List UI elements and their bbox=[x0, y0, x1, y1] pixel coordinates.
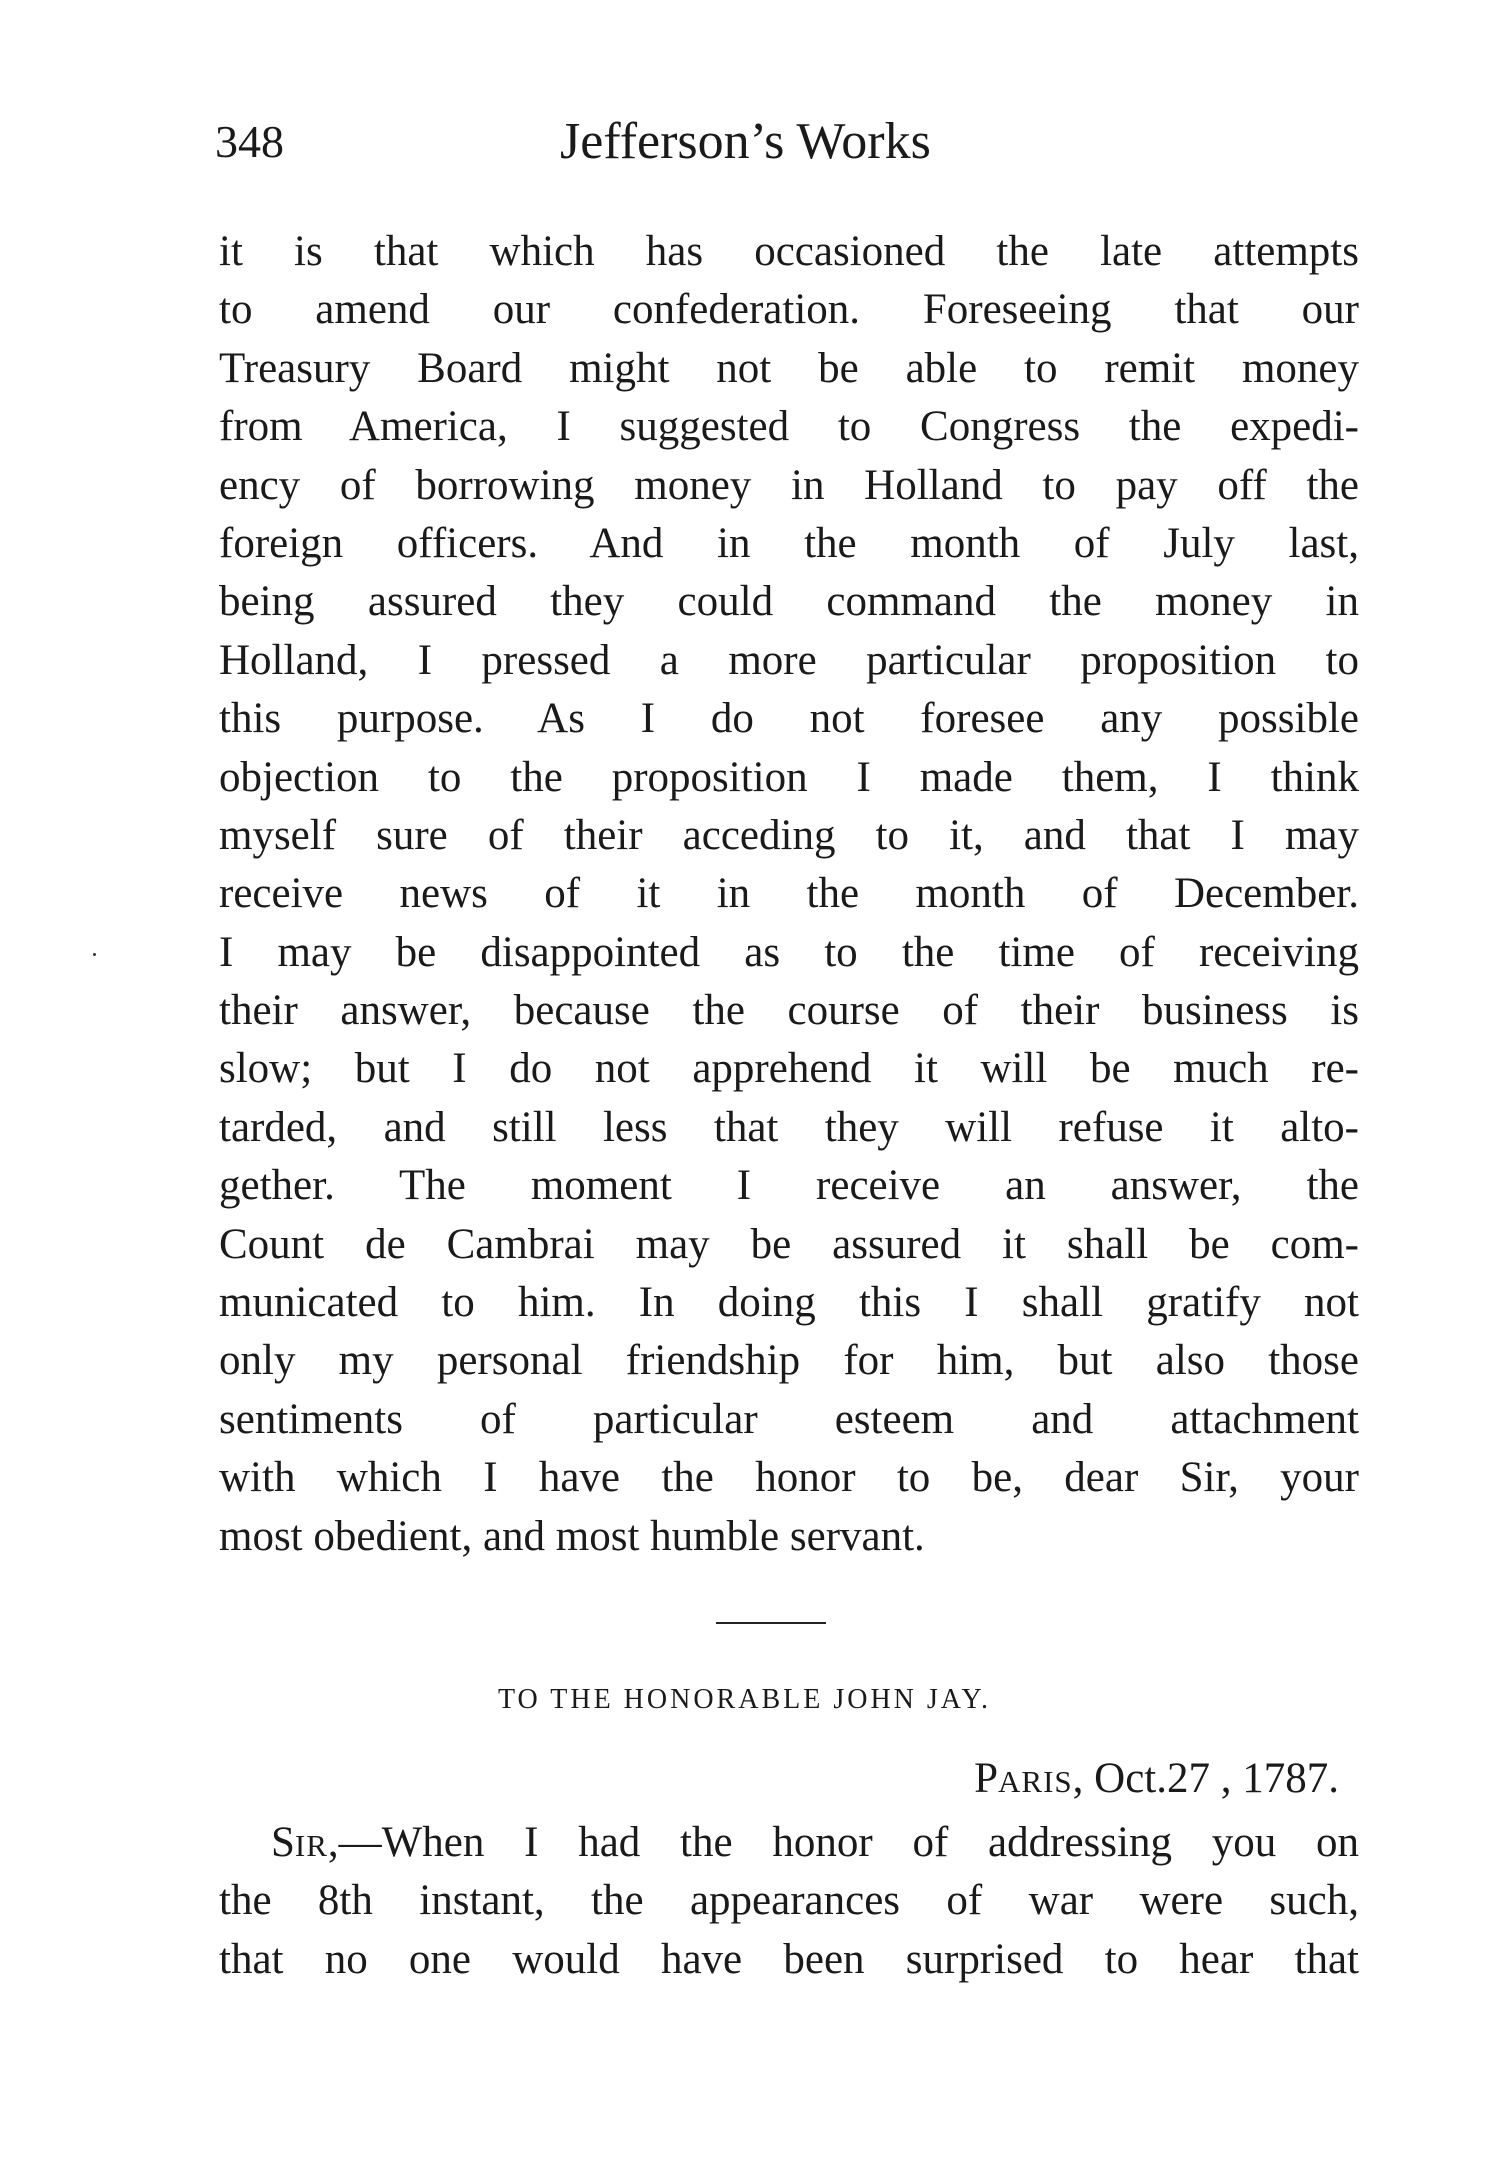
section-divider bbox=[716, 1622, 826, 1624]
text-line: tarded, and still less that they will refuse it alto- bbox=[219, 1103, 1359, 1151]
body-paragraph bbox=[219, 223, 1359, 1566]
text-line: it is that which has occasioned the late attempts bbox=[219, 228, 1359, 275]
text-line: foreign officers. And in the month of July last, bbox=[219, 519, 1359, 567]
text-line: gether. The moment I receive an answer, the bbox=[219, 1162, 1359, 1210]
dateline-place-rest: ARIS bbox=[998, 1764, 1073, 1799]
text-line: that no one would have been surprised to hear that bbox=[219, 1935, 1359, 1983]
text-line: Treasury Board might not be able to remit money bbox=[219, 344, 1359, 392]
text-line: most obedient, and most humble servant. bbox=[219, 1512, 925, 1560]
page-number: 348 bbox=[215, 116, 284, 167]
text-line: receive news of it in the month of December. bbox=[219, 870, 1359, 918]
text-line: slow; but I do not apprehend it will be much re- bbox=[219, 1045, 1359, 1093]
text-line: only my personal friendship for him, but also those bbox=[219, 1337, 1359, 1385]
text-line: this purpose. As I do not foresee any possible bbox=[219, 695, 1359, 743]
text-line bbox=[219, 1814, 1359, 1872]
dateline-date: , Oct.27 , 1787. bbox=[1072, 1755, 1339, 1802]
text-line: sentiments of particular esteem and attachment bbox=[219, 1395, 1359, 1443]
text-line: I may be disappointed as to the time of receiving bbox=[219, 928, 1359, 976]
text-line: municated to him. In doing this I shall gratify not bbox=[219, 1279, 1359, 1327]
text-line: ency of borrowing money in Holland to pay off the bbox=[219, 461, 1359, 509]
text-line: being assured they could command the money in bbox=[219, 578, 1359, 626]
text-line: objection to the proposition I made them, I think bbox=[219, 753, 1359, 801]
text-line: to amend our confederation. Foreseeing that our bbox=[219, 286, 1359, 334]
stray-mark bbox=[93, 953, 96, 956]
text-line: Count de Cambrai may be assured it shall be com- bbox=[219, 1220, 1359, 1268]
text-line: their answer, because the course of their business is bbox=[219, 987, 1359, 1035]
text-line: from America, I suggested to Congress the expedi- bbox=[219, 403, 1359, 451]
salutation-line-rest: ,—When I had the honor of addressing you on bbox=[327, 1819, 1359, 1866]
letter-heading: TO THE HONORABLE JOHN JAY. bbox=[497, 1684, 992, 1715]
dateline bbox=[974, 1750, 1339, 1811]
salutation-rest: IR bbox=[294, 1828, 328, 1863]
salutation-initial: S bbox=[271, 1819, 295, 1866]
dateline-place-initial: P bbox=[974, 1755, 999, 1802]
text-line: Holland, I pressed a more particular proposition to bbox=[219, 636, 1359, 684]
letter-body bbox=[219, 1814, 1359, 1989]
text-line: myself sure of their acceding to it, and that I may bbox=[219, 811, 1359, 859]
text-line: the 8th instant, the appearances of war were such, bbox=[219, 1877, 1359, 1925]
running-head: Jefferson’s Works bbox=[560, 113, 931, 170]
text-line: with which I have the honor to be, dear Sir, your bbox=[219, 1454, 1359, 1502]
